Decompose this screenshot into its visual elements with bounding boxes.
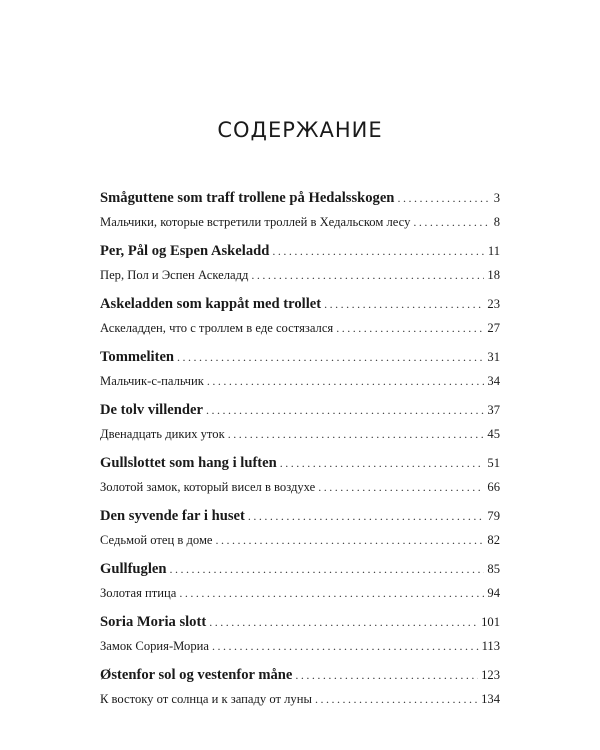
entry-subtitle: Аскеладден, что с троллем в еде состязался bbox=[100, 321, 334, 335]
page-number: 37 bbox=[487, 403, 500, 417]
entry-subtitle: Золотой замок, который висел в воздухе bbox=[100, 480, 316, 494]
toc-group bbox=[100, 296, 500, 349]
entry-subtitle: Мальчик-с-пальчик bbox=[100, 374, 204, 388]
dot-leader bbox=[216, 533, 485, 548]
dot-leader bbox=[170, 562, 485, 577]
toc-entry-norwegian[interactable] bbox=[100, 402, 500, 427]
toc-entry-russian[interactable] bbox=[100, 586, 500, 614]
toc-group bbox=[100, 614, 500, 667]
page-number: 101 bbox=[481, 615, 500, 629]
dot-leader bbox=[280, 456, 485, 471]
toc-entry-russian[interactable] bbox=[100, 215, 500, 243]
page-number: 134 bbox=[481, 692, 500, 706]
page-number: 113 bbox=[481, 639, 500, 653]
toc-entry-russian[interactable] bbox=[100, 480, 500, 508]
dot-leader bbox=[248, 509, 485, 524]
dot-leader bbox=[206, 403, 484, 418]
toc-entry-russian[interactable] bbox=[100, 533, 500, 561]
dot-leader bbox=[212, 639, 479, 654]
dot-leader bbox=[179, 586, 484, 601]
entry-title: Gullfuglen bbox=[100, 561, 167, 577]
dot-leader bbox=[177, 350, 484, 365]
page-title: СОДЕРЖАНИЕ bbox=[217, 118, 383, 142]
page-number: 45 bbox=[487, 427, 500, 441]
toc-entry-norwegian[interactable] bbox=[100, 190, 500, 215]
entry-title: De tolv villender bbox=[100, 402, 203, 418]
page-number: 23 bbox=[487, 297, 500, 311]
dot-leader bbox=[207, 374, 485, 389]
dot-leader bbox=[209, 615, 478, 630]
page-number: 11 bbox=[487, 244, 500, 258]
entry-title: Askeladden som kappåt med trollet bbox=[100, 296, 322, 312]
entry-subtitle: Замок Сория-Мориа bbox=[100, 639, 209, 653]
toc-entry-russian[interactable] bbox=[100, 692, 500, 720]
toc-group bbox=[100, 455, 500, 508]
page-number: 66 bbox=[487, 480, 500, 494]
page-number: 3 bbox=[493, 191, 500, 205]
entry-title: Tommeliten bbox=[100, 349, 175, 365]
table-of-contents bbox=[100, 190, 500, 720]
entry-title: Østenfor sol og vestenfor måne bbox=[100, 667, 293, 683]
dot-leader bbox=[251, 268, 484, 283]
toc-entry-norwegian[interactable] bbox=[100, 243, 500, 268]
page-number: 27 bbox=[487, 321, 500, 335]
toc-entry-russian[interactable] bbox=[100, 321, 500, 349]
page-number: 8 bbox=[493, 215, 500, 229]
page-number: 94 bbox=[487, 586, 500, 600]
toc-entry-russian[interactable] bbox=[100, 374, 500, 402]
page-number: 123 bbox=[481, 668, 500, 682]
toc-entry-russian[interactable] bbox=[100, 268, 500, 296]
entry-subtitle: К востоку от солнца и к западу от луны bbox=[100, 692, 312, 706]
dot-leader bbox=[315, 692, 478, 707]
page-number: 85 bbox=[487, 562, 500, 576]
page-number: 51 bbox=[487, 456, 500, 470]
entry-subtitle: Мальчики, которые встретили троллей в Хедальском лесу bbox=[100, 215, 411, 229]
dot-leader bbox=[295, 668, 478, 683]
entry-title: Per, Pål og Espen Askeladd bbox=[100, 243, 270, 259]
toc-entry-norwegian[interactable] bbox=[100, 296, 500, 321]
toc-entry-norwegian[interactable] bbox=[100, 614, 500, 639]
dot-leader bbox=[397, 191, 490, 206]
entry-title: Gullslottet som hang i luften bbox=[100, 455, 277, 471]
page-number: 31 bbox=[487, 350, 500, 364]
dot-leader bbox=[336, 321, 484, 336]
toc-group bbox=[100, 349, 500, 402]
toc-entry-norwegian[interactable] bbox=[100, 667, 500, 692]
dot-leader bbox=[318, 480, 484, 495]
entry-subtitle: Двенадцать диких уток bbox=[100, 427, 225, 441]
dot-leader bbox=[228, 427, 485, 442]
toc-entry-norwegian[interactable] bbox=[100, 561, 500, 586]
entry-title: Soria Moria slott bbox=[100, 614, 207, 630]
page-number: 79 bbox=[487, 509, 500, 523]
toc-entry-russian[interactable] bbox=[100, 639, 500, 667]
toc-group bbox=[100, 402, 500, 455]
entry-title: Småguttene som traff trollene på Hedalsskogen bbox=[100, 190, 395, 206]
toc-entry-norwegian[interactable] bbox=[100, 349, 500, 374]
page-number: 82 bbox=[487, 533, 500, 547]
toc-group bbox=[100, 561, 500, 614]
toc-entry-norwegian[interactable] bbox=[100, 508, 500, 533]
page-number: 34 bbox=[487, 374, 500, 388]
dot-leader bbox=[272, 244, 485, 259]
toc-entry-russian[interactable] bbox=[100, 427, 500, 455]
toc-group bbox=[100, 667, 500, 720]
dot-leader bbox=[324, 297, 484, 312]
toc-entry-norwegian[interactable] bbox=[100, 455, 500, 480]
dot-leader bbox=[413, 215, 490, 230]
entry-subtitle: Золотая птица bbox=[100, 586, 177, 600]
page-number: 18 bbox=[487, 268, 500, 282]
entry-subtitle: Пер, Пол и Эспен Аскеладд bbox=[100, 268, 249, 282]
toc-group bbox=[100, 243, 500, 296]
entry-title: Den syvende far i huset bbox=[100, 508, 245, 524]
toc-group bbox=[100, 190, 500, 243]
entry-subtitle: Седьмой отец в доме bbox=[100, 533, 213, 547]
toc-group bbox=[100, 508, 500, 561]
